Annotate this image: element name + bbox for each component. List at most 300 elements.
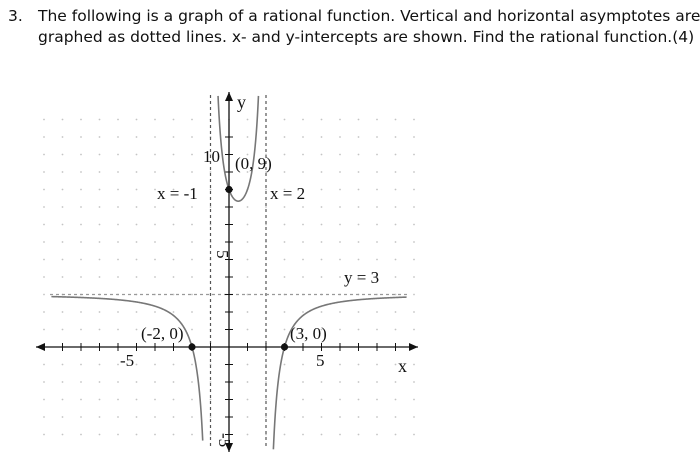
grid-dot [413,189,415,191]
grid-dot [80,154,82,156]
grid-dot [43,119,45,121]
grid-dot [99,189,101,191]
grid-dot [284,311,286,313]
grid-dot [302,171,304,173]
x-axis-right-arrow [409,343,418,351]
grid-dot [136,311,138,313]
grid-dot [376,434,378,436]
grid-dot [321,119,323,121]
grid-dot [376,311,378,313]
grid-dot [173,119,175,121]
grid-dot [247,119,249,121]
y-tick-label: 5 [213,250,232,259]
grid-dot [413,311,415,313]
grid-dot [339,224,341,226]
grid-dot [117,416,119,418]
grid-dot [413,224,415,226]
grid-dot [99,136,101,138]
grid-dot [321,224,323,226]
grid-dot [321,399,323,401]
grid-dot [80,329,82,331]
grid-dot [395,329,397,331]
grid-dot [302,311,304,313]
question-text-line-1: The following is a graph of a rational function. Vertical and horizontal asymptotes are [38,7,700,25]
grid-dot [321,171,323,173]
grid-dot [413,154,415,156]
grid-dot [376,241,378,243]
grid-dot [173,241,175,243]
grid-dot [62,171,64,173]
grid-dot [191,259,193,261]
grid-dot [43,364,45,366]
grid-dot [136,154,138,156]
grid-dot [376,399,378,401]
grid-dot [136,416,138,418]
grid-dot [136,241,138,243]
grid-dot [395,224,397,226]
grid-dot [339,119,341,121]
grid-dot [413,416,415,418]
grid-dot [191,136,193,138]
grid-dot [117,224,119,226]
grid-dot [62,136,64,138]
grid-dot [265,206,267,208]
grid-dot [62,259,64,261]
grid-dot [191,171,193,173]
grid-dot [395,399,397,401]
grid-dot [413,259,415,261]
grid-dot [284,171,286,173]
intercept-point [188,343,195,350]
x-tick-label: -5 [120,351,135,370]
y-axis-top-arrow [225,92,233,101]
grid-dot [302,136,304,138]
grid-dot [358,136,360,138]
grid-dot [43,399,45,401]
grid-dot [413,136,415,138]
grid-dot [376,189,378,191]
grid-dot [339,364,341,366]
grid-dot [321,434,323,436]
grid-dot [358,399,360,401]
grid-dot [136,399,138,401]
grid-dot [43,329,45,331]
grid-dot [117,136,119,138]
grid-dot [136,434,138,436]
grid-dot [247,381,249,383]
grid-dot [210,381,212,383]
grid-dot [284,241,286,243]
grid-dot [247,259,249,261]
grid-dot [173,416,175,418]
y-tick-label: 10 [203,147,220,166]
grid-dot [302,206,304,208]
grid-dot [173,311,175,313]
grid-dot [191,241,193,243]
intercept-label: (-2, 0) [141,324,184,343]
grid-dot [247,329,249,331]
grid-dot [358,311,360,313]
grid-dot [358,171,360,173]
grid-dot [154,241,156,243]
grid-dot [339,171,341,173]
grid-dot [284,416,286,418]
grid-dot [358,416,360,418]
grid-dot [99,416,101,418]
grid-dot [358,224,360,226]
x-axis-left-arrow [36,343,45,351]
grid-dot [62,434,64,436]
grid-dot [247,224,249,226]
grid-dot [43,259,45,261]
grid-dot [339,154,341,156]
grid-dot [395,206,397,208]
grid-dot [173,136,175,138]
grid-dot [284,276,286,278]
grid-dot [395,381,397,383]
grid-dot [413,364,415,366]
x-axis-label: x [398,356,407,376]
grid-dot [99,381,101,383]
grid-dot [284,136,286,138]
grid-dot [99,259,101,261]
grid-dot [117,241,119,243]
asymptote-label: x = 2 [270,184,306,203]
grid-dot [302,416,304,418]
grid-dot [191,434,193,436]
grid-dot [247,434,249,436]
grid-dot [117,276,119,278]
grid-dot [62,276,64,278]
grid-dot [210,171,212,173]
grid-dot [117,399,119,401]
grid-dot [247,241,249,243]
grid-dot [265,381,267,383]
grid-dot [43,434,45,436]
grid-dot [62,154,64,156]
grid-dot [154,364,156,366]
grid-dot [43,381,45,383]
grid-dot [99,329,101,331]
grid-dot [358,119,360,121]
grid-dot [376,119,378,121]
grid-dot [191,381,193,383]
grid-dot [62,311,64,313]
grid-dot [413,206,415,208]
grid-dot [413,294,415,296]
grid-dot [302,364,304,366]
grid-dot [358,364,360,366]
grid-dot [376,224,378,226]
asymptote-label: x = -1 [157,184,198,203]
grid-dot [154,259,156,261]
grid-dot [339,416,341,418]
grid-dot [339,329,341,331]
grid-dot [173,154,175,156]
grid-dot [395,434,397,436]
grid-dot [43,189,45,191]
grid-dot [117,259,119,261]
grid-dot [62,119,64,121]
grid-dot [247,399,249,401]
intercept-label: (0, 9) [235,154,272,173]
grid-dot [154,434,156,436]
grid-dot [191,364,193,366]
grid-dot [339,189,341,191]
grid-dot [80,399,82,401]
grid-dot [413,434,415,436]
grid-dot [43,276,45,278]
grid-dot [265,189,267,191]
grid-dot [247,311,249,313]
grid-dot [154,189,156,191]
grid-dot [321,416,323,418]
grid-dot [173,259,175,261]
grid-dot [43,171,45,173]
grid-dot [80,224,82,226]
grid-dot [99,399,101,401]
grid-dot [358,154,360,156]
grid-dot [247,276,249,278]
grid-dot [173,364,175,366]
grid-dot [191,399,193,401]
grid-dot [302,224,304,226]
grid-dot [376,416,378,418]
grid-dot [376,171,378,173]
grid-dot [413,276,415,278]
grid-dot [62,364,64,366]
grid-dot [80,171,82,173]
grid-dot [321,189,323,191]
grid-dot [136,224,138,226]
grid-dot [191,416,193,418]
grid-dot [395,241,397,243]
grid-dot [413,171,415,173]
grid-dot [339,241,341,243]
grid-dot [80,259,82,261]
grid-dot [62,206,64,208]
grid-dot [43,224,45,226]
grid-dot [339,381,341,383]
grid-dot [136,136,138,138]
grid-dot [321,241,323,243]
grid-dot [173,206,175,208]
grid-dot [395,119,397,121]
grid-dot [395,311,397,313]
grid-dot [413,399,415,401]
grid-dot [247,364,249,366]
grid-dot [117,154,119,156]
grid-dot [284,381,286,383]
grid-dot [358,259,360,261]
grid-dot [302,276,304,278]
grid-dot [358,329,360,331]
grid-dot [339,276,341,278]
grid-dot [210,399,212,401]
grid-dot [80,434,82,436]
grid-dot [395,136,397,138]
grid-dot [321,311,323,313]
grid-dot [154,416,156,418]
y-tick-label: -5 [215,433,234,448]
intercept-point [225,186,232,193]
grid-dot [191,276,193,278]
grid-dot [191,294,193,296]
grid-dot [284,259,286,261]
right-branch-curve [273,297,406,449]
y-axis-label: y [237,92,246,112]
grid-dot [191,119,193,121]
grid-dot [117,381,119,383]
grid-dot [376,364,378,366]
grid-dot [154,171,156,173]
grid-dot [173,434,175,436]
grid-dot [136,206,138,208]
grid-dot [191,224,193,226]
grid-dot [80,136,82,138]
grid-dot [284,119,286,121]
grid-dot [265,399,267,401]
grid-dot [173,276,175,278]
grid-dot [99,171,101,173]
grid-dot [136,119,138,121]
grid-dot [154,381,156,383]
grid-dot [99,154,101,156]
grid-dot [154,206,156,208]
grid-dot [358,241,360,243]
grid-dot [99,276,101,278]
grid-dot [43,311,45,313]
question-text-line-2: graphed as dotted lines. x- and y-intercepts are shown. Find the rational function.(4) [38,28,695,46]
grid-dot [43,294,45,296]
grid-dot [62,241,64,243]
grid-dot [43,241,45,243]
grid-dot [395,276,397,278]
grid-dot [247,206,249,208]
grid-dot [136,259,138,261]
grid-dot [339,259,341,261]
grid-dot [117,206,119,208]
grid-dot [265,416,267,418]
grid-dot [99,206,101,208]
grid-dot [62,224,64,226]
grid-dot [80,276,82,278]
grid-dot [191,154,193,156]
grid-dot [173,381,175,383]
grid-dot [358,434,360,436]
grid-dot [302,399,304,401]
grid-dot [376,381,378,383]
grid-dot [62,381,64,383]
grid-dot [43,206,45,208]
grid-dot [154,399,156,401]
grid-dot [395,154,397,156]
grid-dot [80,416,82,418]
grid-dot [154,119,156,121]
grid-dot [136,276,138,278]
grid-dot [358,381,360,383]
grid-dot [99,241,101,243]
grid-dot [154,136,156,138]
grid-dot [284,224,286,226]
question-number: 3. [8,7,23,25]
grid-dot [413,329,415,331]
grid-dot [413,381,415,383]
grid-dot [284,434,286,436]
grid-dot [339,311,341,313]
grid-dot [99,311,101,313]
grid-dot [154,224,156,226]
grid-dot [302,434,304,436]
grid-dot [413,241,415,243]
grid-dot [339,136,341,138]
grid-dot [247,416,249,418]
grid-dot [339,434,341,436]
intercept-points [188,186,288,351]
grid-dot [210,206,212,208]
grid-dot [117,329,119,331]
grid-dot [339,399,341,401]
grid-dot [80,189,82,191]
grid-dot [413,119,415,121]
grid-dot [210,189,212,191]
grid-dot [376,136,378,138]
intercept-label: (3, 0) [290,324,327,343]
grid-dot [80,241,82,243]
grid-dot [117,364,119,366]
grid-dot [173,171,175,173]
grid-dot [376,154,378,156]
grid-dot [284,206,286,208]
grid-dot [154,311,156,313]
grid-dot [117,434,119,436]
grid-dot [173,224,175,226]
grid-dot [191,206,193,208]
grid-dot [395,364,397,366]
grid-dot [302,241,304,243]
x-tick-label: 5 [316,351,325,370]
grid-dot [99,364,101,366]
intercept-point [281,343,288,350]
grid-dot [395,189,397,191]
grid-dot [154,154,156,156]
grid-dot [136,381,138,383]
grid-dot [117,119,119,121]
grid-dot [62,329,64,331]
grid-dot [117,189,119,191]
grid-dot [284,364,286,366]
grid-dot [99,434,101,436]
grid-dot [136,189,138,191]
asymptote-label: y = 3 [344,268,380,287]
grid-dot [321,136,323,138]
grid-dot [302,259,304,261]
grid-dot [284,154,286,156]
grid-dot [376,329,378,331]
grid-dot [210,416,212,418]
grid-dot [43,136,45,138]
grid-dot [173,399,175,401]
grid-dot [43,154,45,156]
grid-dot [247,136,249,138]
grid-dot [136,171,138,173]
grid-dot [117,171,119,173]
grid-dot [321,206,323,208]
grid-dot [99,224,101,226]
grid-dot [302,119,304,121]
grid-dot [376,206,378,208]
grid-dot [136,364,138,366]
